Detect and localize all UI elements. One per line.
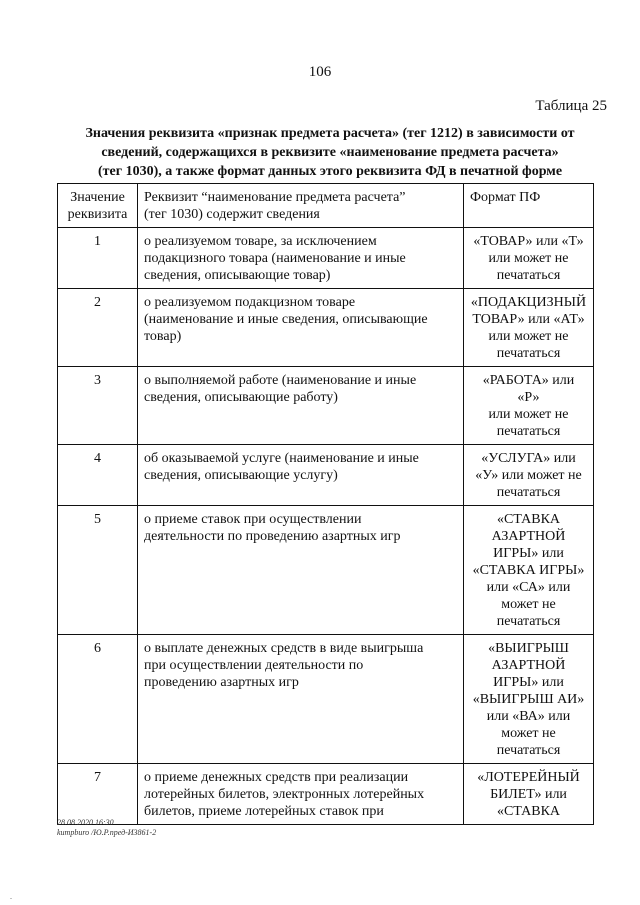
row-value-code: 1 [58,228,138,289]
row-print-format [464,764,594,825]
header-value-code: Значение реквизита [58,184,138,228]
description-line: товар) [144,329,182,344]
edge-mark: . [10,892,12,901]
table-label: Таблица 25 [535,98,607,114]
format-line: печататься [496,614,561,629]
format-line: ТОВАР» или «АТ» [472,312,585,327]
format-line: «ЛОТЕРЕЙНЫЙ [477,770,580,785]
footer-stamp: kumpburo /Ю.Р.пред-И3861-2 [57,828,157,837]
row-description [138,635,464,764]
row-value-code: 6 [58,635,138,764]
description-line: проведению азартных игр [144,675,299,690]
row-description [138,367,464,445]
header-print-format: Формат ПФ [464,184,594,228]
format-line: АЗАРТНОЙ [491,658,566,673]
format-line: или «СА» или [486,580,571,595]
row-print-format [464,228,594,289]
table-row [58,445,594,506]
row-description [138,764,464,825]
table-row [58,635,594,764]
description-line: о реализуемом подакцизном товаре [144,295,356,310]
description-line: подакцизного товара (наименование и иные [144,251,406,266]
format-line: печататься [496,743,561,758]
row-description [138,228,464,289]
format-line: «ВЫИГРЫШ [488,641,569,656]
format-line: «СТАВКА [496,804,561,819]
description-line: о приеме денежных средств при реализации [144,770,409,785]
description-line: деятельности по проведению азартных игр [144,529,401,544]
row-value-code: 3 [58,367,138,445]
format-line: ИГРЫ» или [493,546,564,561]
format-line: может не [501,726,556,741]
table-row [58,367,594,445]
format-line: БИЛЕТ» или [490,787,567,802]
description-line: билетов, приеме лотерейных ставок при [144,804,384,819]
description-line: при осуществлении деятельности по [144,658,364,673]
description-line: сведения, описывающие услугу) [144,468,338,483]
row-print-format [464,506,594,635]
format-line: печататься [496,268,561,283]
row-description [138,445,464,506]
format-line: «У» или может не [475,468,582,483]
row-print-format [464,367,594,445]
description-line: сведения, описывающие товар) [144,268,331,283]
format-line: «ВЫИГРЫШ АИ» [472,692,585,707]
row-print-format [464,289,594,367]
table-body [58,228,594,825]
table-row [58,506,594,635]
format-line: или может не [488,329,569,344]
table-row [58,228,594,289]
format-line: или может не [488,407,569,422]
format-line: АЗАРТНОЙ [491,529,566,544]
format-line: или может не [488,251,569,266]
format-line: печататься [496,424,561,439]
title-line: Значения реквизита «признак предмета расчета» (тег 1212) в зависимости от [85,126,575,141]
format-line: «ТОВАР» или «Т» [473,234,584,249]
page-number: 106 [308,64,332,80]
table-header-row [58,184,594,228]
format-line: печататься [496,346,561,361]
title-line: (тег 1030), а также формат данных этого реквизита ФД в печатной форме [97,164,563,179]
row-value-code: 7 [58,764,138,825]
row-description [138,289,464,367]
format-line: может не [501,597,556,612]
document-footer [57,818,156,838]
format-line: «УСЛУГА» или [481,451,576,466]
row-value-code: 4 [58,445,138,506]
description-line: об оказываемой услуге (наименование и иные [144,451,419,466]
table-title [40,124,620,181]
format-line: «ПОДАКЦИЗНЫЙ [470,295,587,310]
description-line: (наименование и иные сведения, описывающие [144,312,428,327]
description-line: сведения, описывающие работу) [144,390,338,405]
header-description: Реквизит “наименование предмета расчета” (тег 1030) содержит сведения [138,184,464,228]
description-line: о реализуемом товаре, за исключением [144,234,377,249]
attribute-values-table [57,183,594,825]
footer-date: 28.08.2020 16:30 [57,818,114,827]
format-line: ИГРЫ» или [493,675,564,690]
row-value-code: 2 [58,289,138,367]
format-line: «СТАВКА [496,512,561,527]
table-row [58,289,594,367]
description-line: лотерейных билетов, электронных лотерейных [144,787,425,802]
title-line: сведений, содержащихся в реквизите «наименование предмета расчета» [101,145,559,160]
row-description [138,506,464,635]
row-value-code: 5 [58,506,138,635]
description-line: о выплате денежных средств в виде выигрыша [144,641,424,656]
format-line: «СТАВКА ИГРЫ» [472,563,585,578]
format-line: или «ВА» или [486,709,571,724]
table-row [58,764,594,825]
format-line: «РАБОТА» или «Р» [482,373,575,405]
row-print-format [464,445,594,506]
row-print-format [464,635,594,764]
format-line: печататься [496,485,561,500]
description-line: о выполняемой работе (наименование и иные [144,373,417,388]
description-line: о приеме ставок при осуществлении [144,512,362,527]
